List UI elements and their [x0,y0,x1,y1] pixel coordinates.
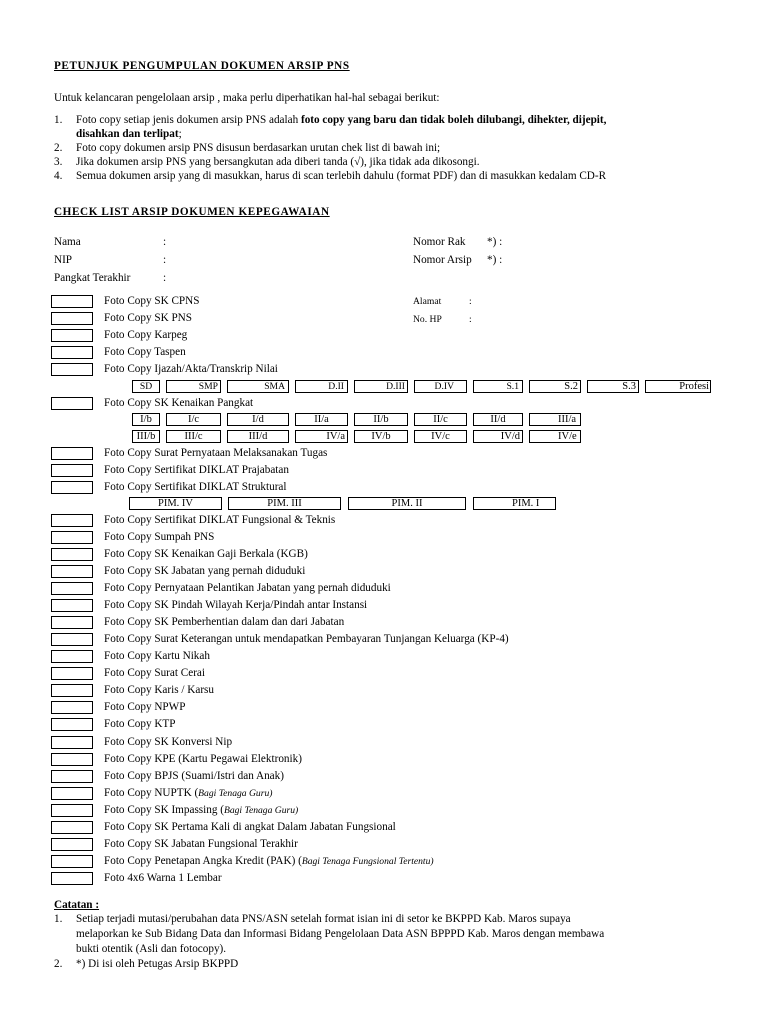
checklist-item: Foto Copy KPE (Kartu Pegawai Elektronik) [104,753,302,765]
pendidikan-d4[interactable]: D.IV [414,380,467,393]
nama-colon: : [163,236,167,248]
checkbox-diklat-fungsional[interactable] [51,514,93,527]
catatan-1-line3: bukti otentik (Asli dan fotocopy). [76,943,227,955]
checklist-item: Foto 4x6 Warna 1 Lembar [104,872,222,884]
checklist-item-text: Foto Copy Penetapan Angka Kredit (PAK) ( [104,855,302,867]
checkbox-foto[interactable] [51,872,93,885]
catatan-2: *) Di isi oleh Petugas Arsip BKPPD [76,958,239,970]
checkbox-pindah-wilayah[interactable] [51,599,93,612]
pangkat-iia[interactable]: II/a [295,413,348,426]
instruction-4: Semua dokumen arsip yang di masukkan, harus di scan terlebih dahulu (format PDF) dan di masukkan kedalam CD-R [76,170,607,182]
pangkat-ic[interactable]: I/c [166,413,221,426]
checkbox-sk-jabatan[interactable] [51,565,93,578]
checkbox-karis-karsu[interactable] [51,684,93,697]
pangkat-ive[interactable]: IV/e [529,430,581,443]
checklist-item-note: Bagi Tenaga Guru) [223,805,299,816]
pendidikan-s1[interactable]: S.1 [473,380,523,393]
checkbox-kenaikan-pangkat[interactable] [51,397,93,410]
checklist-item: Foto Copy Karpeg [104,329,188,341]
checkbox-kp4[interactable] [51,633,93,646]
pim-2[interactable]: PIM. II [348,497,466,510]
instruction-1-end: ; [178,128,182,140]
checkbox-nuptk[interactable] [51,787,93,800]
pangkat-ivd[interactable]: IV/d [473,430,523,443]
instruction-number-3: 3. [54,156,63,168]
nomor-rak-star: *) : [487,236,503,248]
checklist-item: Foto Copy NPWP [104,701,186,713]
checklist-item: Foto Copy KTP [104,718,176,730]
checklist-item: Foto Copy Surat Keterangan untuk mendapatkan Pembayaran Tunjangan Keluarga (KP-4) [104,633,509,645]
checkbox-karpeg[interactable] [51,329,93,342]
checklist-item: Foto Copy SK PNS [104,312,192,324]
pangkat-iib[interactable]: II/b [354,413,408,426]
catatan-number-2: 2. [54,958,63,970]
checklist-item: Foto Copy SK CPNS [104,295,200,307]
checklist-item-text: Foto Copy NUPTK ( [104,787,199,799]
checklist-item: Foto Copy Pernyataan Pelantikan Jabatan yang pernah diduduki [104,582,391,594]
checkbox-ktp[interactable] [51,718,93,731]
checkbox-sk-pns[interactable] [51,312,93,325]
instruction-1-bold-2: disahkan dan terlipat [76,128,179,140]
checklist-item-text: Foto Copy SK Impassing ( [104,804,224,816]
checklist-item: Foto Copy SK Konversi Nip [104,736,233,748]
checkbox-pemberhentian[interactable] [51,616,93,629]
pangkat-iic[interactable]: II/c [414,413,467,426]
pangkat-ivc[interactable]: IV/c [414,430,467,443]
checkbox-sk-pertama-fungsional[interactable] [51,821,93,834]
pangkat-iiib[interactable]: III/b [132,430,160,443]
pangkat-iva[interactable]: IV/a [295,430,348,443]
checklist-item: Foto Copy SK Kenaikan Pangkat [104,397,254,409]
checklist-item: Foto Copy Karis / Karsu [104,684,215,696]
checkbox-ijazah[interactable] [51,363,93,376]
pendidikan-sma[interactable]: SMA [227,380,289,393]
nohp-colon: : [469,314,472,325]
instruction-number-2: 2. [54,142,63,154]
pendidikan-d2[interactable]: D.II [295,380,348,393]
pangkat-iiid[interactable]: III/d [227,430,289,443]
pangkat-id[interactable]: I/d [227,413,289,426]
checkbox-bpjs[interactable] [51,770,93,783]
pendidikan-sd[interactable]: SD [132,380,160,393]
nomor-rak-label: Nomor Rak [413,236,466,248]
instruction-1-line2 [76,128,182,141]
pangkat-label: Pangkat Terakhir [54,272,131,284]
nip-colon: : [163,254,167,266]
pendidikan-d3[interactable]: D.III [354,380,408,393]
checklist-item-nuptk [104,787,272,800]
checklist-item: Foto Copy SK Jabatan Fungsional Terakhir [104,838,298,850]
instruction-3-text: Jika dokumen arsip PNS yang bersangkutan ada diberi tanda ( [76,156,355,168]
instructions-title: PETUNJUK PENGUMPULAN DOKUMEN ARSIP PNS [54,60,350,72]
checklist-item: Foto Copy SK Pemberhentian dalam dan dari Jabatan [104,616,345,628]
checkbox-konversi-nip[interactable] [51,736,93,749]
checklist-title: CHECK LIST ARSIP DOKUMEN KEPEGAWAIAN [54,206,330,218]
checkbox-impassing[interactable] [51,804,93,817]
nomor-arsip-label: Nomor Arsip [413,254,472,266]
checkbox-sk-cpns[interactable] [51,295,93,308]
pendidikan-s2[interactable]: S.2 [529,380,581,393]
pangkat-iid[interactable]: II/d [473,413,523,426]
checklist-item: Foto Copy SK Pertama Kali di angkat Dalam Jabatan Fungsional [104,821,396,833]
checkbox-npwp[interactable] [51,701,93,714]
instruction-number-1: 1. [54,114,63,126]
pim-3[interactable]: PIM. III [228,497,341,510]
instruction-1-text: Foto copy setiap jenis dokumen arsip PNS adalah [76,114,301,126]
catatan-label: Catatan : [54,899,100,911]
checklist-item: Foto Copy Ijazah/Akta/Transkrip Nilai [104,363,278,375]
nohp-label: No. HP [413,314,442,325]
checklist-item: Foto Copy Surat Pernyataan Melaksanakan Tugas [104,447,328,459]
checklist-item: Foto Copy Taspen [104,346,186,358]
alamat-label: Alamat [413,296,442,307]
nomor-arsip-star: *) : [487,254,503,266]
catatan-number-1: 1. [54,913,63,925]
checkbox-kartu-nikah[interactable] [51,650,93,663]
checklist-item: Foto Copy Kartu Nikah [104,650,210,662]
checkbox-pelantikan[interactable] [51,582,93,595]
catatan-1-line1: Setiap terjadi mutasi/perubahan data PNS/ASN setelah format isian ini di setor ke BKPPD Kab. Maros supaya [76,913,571,925]
checkbox-taspen[interactable] [51,346,93,359]
checklist-item: Foto Copy SK Pindah Wilayah Kerja/Pindah antar Instansi [104,599,368,611]
nama-label: Nama [54,236,81,248]
checkbox-kpe[interactable] [51,753,93,766]
checklist-item-impassing [104,804,298,817]
checkbox-diklat-struktural[interactable] [51,481,93,494]
pangkat-ivb[interactable]: IV/b [354,430,408,443]
pendidikan-s3[interactable]: S.3 [587,380,639,393]
checklist-item-note: Bagi Tenaga Guru) [198,788,273,799]
alamat-colon: : [469,296,472,307]
checklist-item: Foto Copy BPJS (Suami/Istri dan Anak) [104,770,284,782]
instruction-number-4: 4. [54,170,63,182]
pim-1[interactable]: PIM. I [473,497,556,510]
checklist-item: Foto Copy SK Kenaikan Gaji Berkala (KGB) [104,548,308,560]
checklist-item-pak [104,855,434,868]
check-mark-icon: √ [354,156,361,168]
intro-text: Untuk kelancaran pengelolaan arsip , maka perlu diperhatikan hal-hal sebagai berikut: [54,92,440,104]
pangkat-ib[interactable]: I/b [132,413,160,426]
checkbox-pernyataan-tugas[interactable] [51,447,93,460]
checklist-item: Foto Copy Sertifikat DIKLAT Fungsional & Teknis [104,514,336,526]
nip-label: NIP [54,254,73,266]
pangkat-iiia[interactable]: III/a [529,413,581,426]
checkbox-sumpah-pns[interactable] [51,531,93,544]
checklist-item: Foto Copy SK Jabatan yang pernah diduduki [104,565,306,577]
instruction-3 [76,156,480,169]
checklist-item: Foto Copy Sertifikat DIKLAT Prajabatan [104,464,289,476]
pangkat-colon: : [163,272,167,284]
instruction-1-bold: foto copy yang baru dan tidak boleh dilubangi, dihekter, dijepit, [300,114,607,126]
checklist-item: Foto Copy Sumpah PNS [104,531,215,543]
instruction-1 [76,114,606,127]
catatan-1-line2: melaporkan ke Sub Bidang Data dan Informasi Bidang Pengelolaan Data ASN BPPPD Kab. Maros dengan membawa [76,928,605,940]
pangkat-iiic[interactable]: III/c [166,430,221,443]
checkbox-pak[interactable] [51,855,93,868]
pendidikan-smp[interactable]: SMP [166,380,221,393]
checkbox-kgb[interactable] [51,548,93,561]
instruction-3-text-2: ), jika tidak ada dikosongi. [360,156,480,168]
checkbox-diklat-prajabatan[interactable] [51,464,93,477]
checklist-item: Foto Copy Surat Cerai [104,667,205,679]
checkbox-surat-cerai[interactable] [51,667,93,680]
checklist-item: Foto Copy Sertifikat DIKLAT Struktural [104,481,287,493]
checklist-item-note: Bagi Tenaga Fungsional Tertentu) [301,856,434,867]
pim-4[interactable]: PIM. IV [129,497,222,510]
pendidikan-profesi[interactable]: Profesi [645,380,711,393]
instruction-2: Foto copy dokumen arsip PNS disusun berdasarkan urutan chek list di bawah ini; [76,142,441,154]
checkbox-jabatan-fungsional[interactable] [51,838,93,851]
